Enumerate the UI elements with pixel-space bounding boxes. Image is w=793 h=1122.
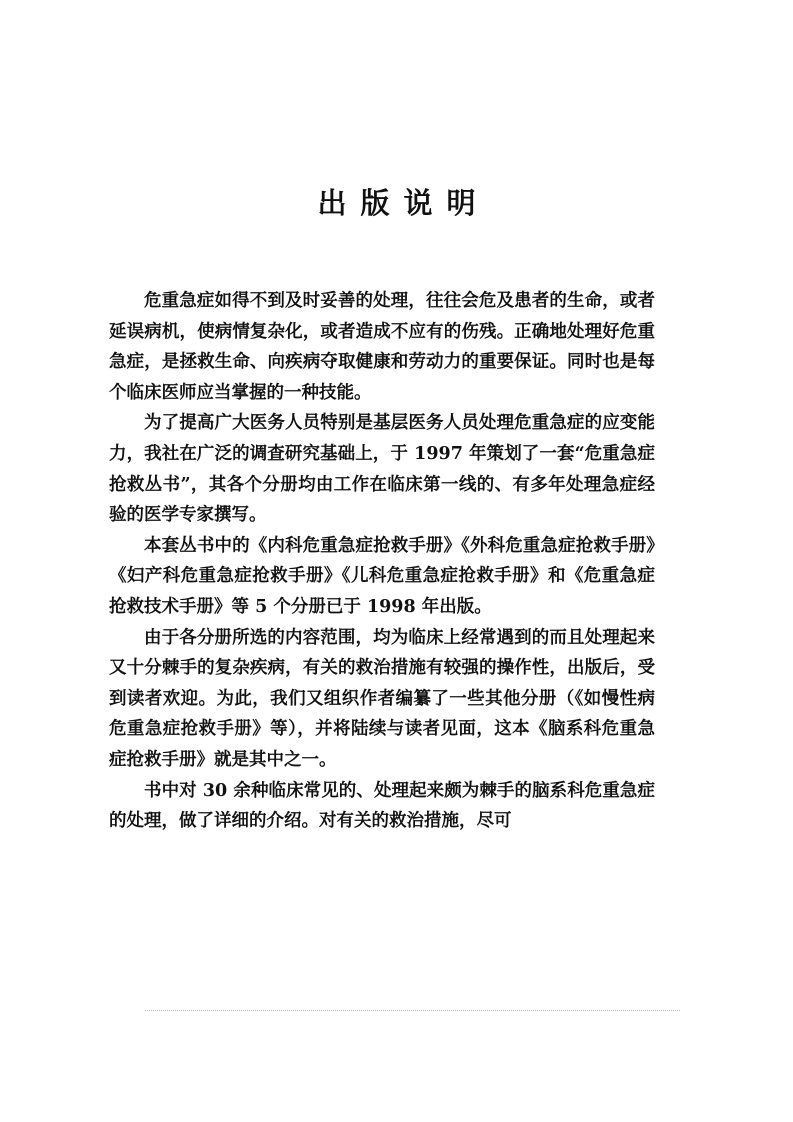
scan-artifact-line xyxy=(145,1010,680,1011)
body-text xyxy=(109,286,655,837)
paragraph-4: 由于各分册所选的内容范围，均为临床上经常遇到的而且处理起来又十分棘手的复杂疾病，有关的救治措施有较强的操作性，出版后，受到读者欢迎。为此，我们又组织作者编纂了一些其他分册（《如慢性病危重急症抢救手册》等），并将陆续与读者见面，这本《脑系科危重急症抢救手册》就是其中之一。 xyxy=(109,627,655,770)
paragraph-2: 为了提高广大医务人员特别是基层医务人员处理危重急症的应变能力，我社在广泛的调查研究基础上，于 1997 年策划了一套“危重急症抢救丛书”，其各个分册均由工作在临床第一线的、有多年处理急症经验的医学专家撰写。 xyxy=(109,413,655,526)
paragraph-3: 本套丛书中的《内科危重急症抢救手册》《外科危重急症抢救手册》《妇产科危重急症抢救手册》《儿科危重急症抢救手册》和《危重急症抢救技术手册》等 5 个分册已于 1998 年出版。 xyxy=(109,535,655,617)
paragraph-5: 书中对 30 余种临床常见的、处理起来颇为棘手的脑系科危重急症的处理，做了详细的介绍。对有关的救治措施，尽可 xyxy=(109,780,655,832)
paragraph-1: 危重急症如得不到及时妥善的处理，往往会危及患者的生命，或者延误病机，使病情复杂化，或者造成不应有的伤残。正确地处理好危重急症，是拯救生命、向疾病夺取健康和劳动力的重要保证。同时也是每个临床医师应当掌握的一种技能。 xyxy=(109,291,655,403)
page-title: 出版说明 xyxy=(317,186,490,220)
